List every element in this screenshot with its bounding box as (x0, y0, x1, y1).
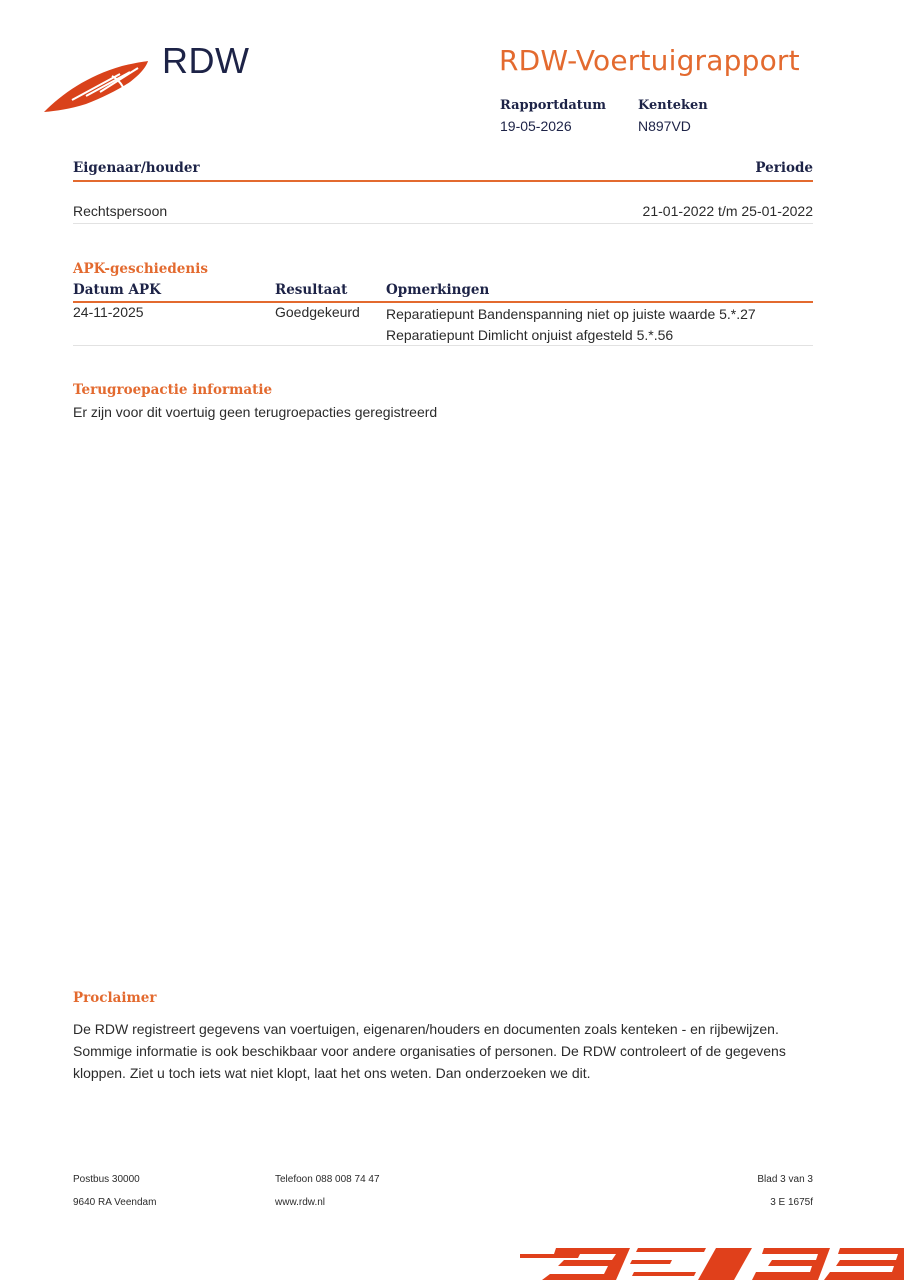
footer-page-number: Blad 3 van 3 (757, 1174, 813, 1185)
recall-text: Er zijn voor dit voertuig geen terugroepacties geregistreerd (73, 404, 438, 420)
footer-address-line1: Postbus 30000 (73, 1174, 140, 1185)
proclaimer-line: kloppen. Ziet u toch iets wat niet klopt, laat het ons weten. Dan onderzoeken we dit. (73, 1065, 591, 1081)
rdw-stripes-graphic-icon (520, 1244, 904, 1280)
report-date-label: Rapportdatum (500, 98, 606, 113)
plate-value: N897VD (638, 118, 691, 134)
report-date-value: 19-05-2026 (500, 118, 572, 134)
table-row (73, 200, 813, 224)
apk-result-header: Resultaat (275, 282, 348, 298)
proclaimer-title: Proclaimer (73, 990, 157, 1006)
owner-table-header (73, 160, 813, 182)
apk-section-title: APK-geschiedenis (73, 261, 208, 277)
rdw-feather-logo-icon (42, 54, 152, 114)
footer-code: 3 E 1675f (770, 1197, 813, 1208)
apk-result: Goedgekeurd (275, 304, 360, 320)
owner-column-header: Eigenaar/houder (73, 160, 200, 176)
report-title: RDW-Voertuigrapport (499, 44, 800, 77)
period-column-header: Periode (755, 160, 813, 176)
logo-text: RDW (162, 40, 250, 81)
owner-value: Rechtspersoon (73, 203, 168, 219)
footer-phone: Telefoon 088 008 74 47 (275, 1174, 380, 1185)
footer-website[interactable]: www.rdw.nl (275, 1197, 326, 1208)
recall-section-title: Terugroepactie informatie (73, 382, 273, 398)
apk-remark: Reparatiepunt Bandenspanning niet op juiste waarde 5.*.27 (386, 306, 756, 322)
apk-date: 24-11-2025 (73, 304, 144, 320)
apk-remark: Reparatiepunt Dimlicht onjuist afgesteld 5.*.56 (386, 327, 674, 343)
rdw-logo (42, 40, 252, 116)
table-row (73, 303, 813, 346)
proclaimer-text (73, 1018, 793, 1084)
proclaimer-line: De RDW registreert gegevens van voertuigen, eigenaren/houders en documenten zoals kenteken - en rijbewijzen. (73, 1021, 779, 1037)
proclaimer-line: Sommige informatie is ook beschikbaar voor andere organisaties of personen. De RDW controleert of de gegevens (73, 1043, 786, 1059)
plate-block (638, 98, 708, 134)
apk-date-header: Datum APK (73, 282, 161, 298)
period-value: 21-01-2022 t/m 25-01-2022 (642, 203, 813, 219)
apk-table-header (73, 282, 813, 303)
report-date-block (500, 98, 606, 134)
apk-remarks (386, 304, 756, 346)
plate-label: Kenteken (638, 98, 708, 113)
apk-remarks-header: Opmerkingen (386, 282, 490, 298)
footer-address-line2: 9640 RA Veendam (73, 1197, 157, 1208)
